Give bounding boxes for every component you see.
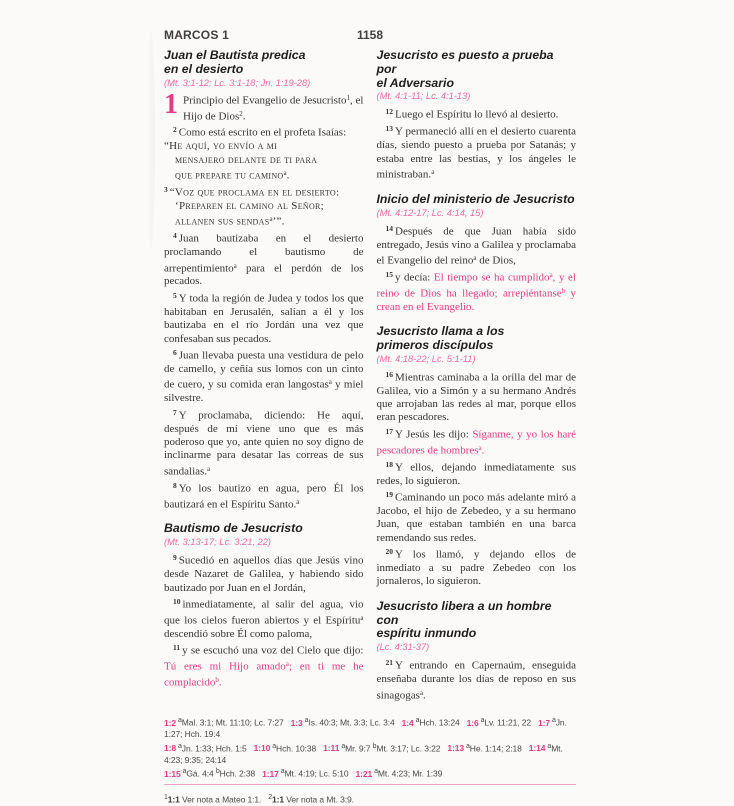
footnote-marker: 2	[268, 794, 273, 802]
section-parallel-reference: (Mt. 3:1-12; Lc. 3:1-18; Jn. 1:19-28)	[164, 77, 311, 88]
words-of-jesus-text: ; en ti me he complacido	[164, 660, 364, 689]
text-segment: Principio del Evangelio de Jesucristo	[183, 94, 347, 107]
section-heading	[164, 522, 364, 536]
verse-number: 5	[173, 290, 177, 300]
text-segment: Luego el Espíritu lo llevó al desierto.	[395, 108, 559, 121]
text-segment: Caminando un poco más adelante miró a Jacobo, el hijo de Zebedeo, y a su hermano Juan, que estaban también en una barca remendando sus redes.	[376, 491, 576, 544]
heading-line: el Adversario	[376, 75, 454, 90]
footnote-marker: a	[419, 688, 423, 697]
footnote-verse-ref: 1:2	[164, 717, 176, 728]
verse	[377, 368, 577, 425]
verse	[164, 551, 364, 595]
heading-line: Jesucristo llama a los	[376, 324, 505, 339]
text-segment: y miel silvestre.	[164, 378, 364, 405]
text-segment: y decía:	[395, 271, 434, 284]
book-chapter-title: MARCOS 1	[164, 28, 229, 42]
section-parallel-reference: (Mt. 4:1-11; Lc. 4:1-13)	[376, 91, 471, 102]
text-segment: Y Jesús les dijo:	[395, 428, 473, 441]
text-segment: Ver nota a Mateo 1:1.	[179, 794, 262, 805]
footnote-verse-ref: 1:15	[164, 768, 181, 779]
section-heading	[377, 325, 577, 353]
text-segment: Ver nota a Mt. 3:9.	[284, 794, 354, 805]
footnote-marker: a	[280, 768, 285, 776]
smallcaps-text: allanen sus sendas	[175, 215, 270, 228]
text-segment: Hch. 13:24	[419, 717, 460, 728]
smallcaps-text: ’”.	[272, 215, 285, 228]
column-right	[377, 49, 577, 702]
footnote-marker: a	[207, 464, 211, 473]
text-segment: Lv. 11:21, 22	[484, 717, 531, 728]
heading-line: Inicio del ministerio de Jesucristo	[376, 191, 575, 206]
verse	[164, 479, 364, 512]
footnote-marker: a	[328, 378, 332, 387]
text-segment: descendió sobre Él como paloma,	[164, 627, 313, 640]
verse-number: 17	[385, 426, 393, 436]
footnote-marker: a	[285, 660, 289, 669]
text-columns	[164, 49, 576, 702]
heading-line: Bautismo de Jesucristo	[164, 521, 303, 536]
text-segment: Juan bautizaba en el desierto proclamando el bautismo de arrepentimiento	[164, 232, 364, 275]
cross-references	[164, 715, 576, 780]
footnote-divider	[164, 784, 576, 785]
footnote-marker: a	[547, 742, 552, 750]
section-parallel-reference: (Mt. 3:13-17; Lc. 3:21, 22)	[164, 537, 271, 548]
verse-number: 11	[173, 643, 181, 653]
heading-line: Juan el Bautista predica	[164, 48, 306, 62]
footnote-verse-ref: 1:11	[323, 743, 340, 754]
text-segment: Mr. 9:7	[345, 743, 373, 754]
section-parallel-reference: (Mt. 4:18-22; Lc. 5:1-11)	[376, 353, 476, 364]
verse-number: 10	[173, 596, 181, 606]
verse-number: 2	[173, 125, 177, 135]
text-segment: Y permaneció allí en el desierto cuarenta días, siendo puesto a prueba por Satanás; y estaba entre las bestias, y los ángeles le ministraban.	[376, 125, 576, 181]
section-parallel-reference: (Mt. 4:12-17; Lc. 4:14, 15)	[376, 207, 484, 218]
footnote-verse-ref: 1:6	[466, 717, 479, 728]
verse-number: 18	[385, 459, 393, 469]
cross-reference-line	[164, 715, 576, 741]
verse-number: 13	[385, 124, 393, 134]
text-segment: Jn. 1:27; Hch. 19:4	[164, 717, 567, 740]
verse	[377, 222, 577, 268]
verse-number: 6	[173, 348, 177, 357]
verse-number: 16	[385, 369, 393, 379]
heading-line: primeros discípulos	[376, 337, 494, 352]
text-segment: Juan llevaba puesta una vestidura de pelo de camello, y ceñía sus lomos con un cinto de cuero, y su comida eran langostas	[164, 349, 364, 391]
footnote-marker: a	[182, 768, 187, 776]
verse-number: 8	[173, 480, 177, 490]
heading-line: Jesucristo es puesto a prueba por	[376, 48, 554, 76]
running-head	[164, 28, 576, 42]
text-segment: Mt. 4:19; Lc. 5:10	[284, 768, 349, 779]
footnote-marker: a	[551, 717, 556, 725]
footnote-marker: a	[415, 717, 420, 725]
footnote-marker: a	[296, 497, 300, 506]
poetry-line	[164, 200, 364, 213]
note-verse-ref: 1:1	[167, 794, 180, 805]
footnote-marker: a	[360, 613, 364, 622]
heading-line: en el desierto	[164, 61, 244, 76]
text-segment: Sucedió en aquellos días que Jesús vino desde Nazaret de Galilea, y habiendo sido bautizado por Juan en el Jordán,	[164, 554, 364, 594]
smallcaps-text: mensajero delante de ti para	[175, 153, 318, 166]
heading-line: espíritu inmundo	[376, 626, 477, 641]
footnote-marker: a	[478, 443, 482, 452]
text-segment: inmediatamente, al salir del agua, vio que los cielos fueron abiertos y el Espíritu	[164, 598, 364, 627]
verse-number: 19	[385, 490, 393, 499]
verse	[377, 122, 577, 182]
text-segment: Y toda la región de Judea y todos los que habitaban en Jerusalén, salían a él y los bautizaba en el río Jordán una vez que confesaban sus pecados.	[164, 292, 364, 345]
text-segment: Hch. 2:38	[219, 768, 256, 779]
text-segment: , el Hijo de Dios	[183, 94, 364, 122]
footnote-marker: a	[304, 717, 309, 725]
heading-line: Jesucristo libera a un hombre con	[376, 598, 552, 627]
words-of-jesus-text: El tiempo se ha cumplido	[433, 271, 550, 284]
page-number: 1158	[356, 28, 384, 42]
section-parallel-reference: (Lc. 4:31-37)	[376, 642, 430, 653]
text-segment: .	[423, 689, 426, 702]
verse	[164, 406, 364, 479]
smallcaps-text: “He aquí, yo envío a mi	[164, 140, 278, 153]
section-heading	[164, 49, 364, 77]
smallcaps-text: ‘Preparen el camino al Señor;	[175, 199, 325, 212]
footnote-verse-ref: 1:21	[355, 768, 373, 779]
footnote-marker: a	[283, 169, 287, 178]
footnote-marker: a	[272, 742, 277, 750]
text-segment: Hch. 10:38	[276, 743, 317, 754]
poetry-line	[164, 154, 364, 167]
smallcaps-text: .	[286, 169, 290, 182]
words-of-jesus-text: Síganme, y yo los haré pescadores de hombres	[376, 428, 576, 457]
verse-number: 14	[385, 223, 393, 233]
footnote-verse-ref: 1:7	[537, 717, 550, 728]
footnote-verse-ref: 1:10	[253, 743, 271, 754]
verse	[377, 458, 577, 488]
verse-number: 12	[385, 107, 393, 117]
verse	[377, 425, 577, 458]
verse	[164, 123, 364, 140]
poetry-line	[164, 183, 364, 200]
section-heading	[377, 49, 577, 90]
text-segment: Mt. 3:17; Lc. 3:22	[376, 743, 441, 754]
words-of-jesus-text: Tú eres mi Hijo amado	[164, 660, 286, 673]
text-segment: Mt. 4:23; Mr. 1:39	[377, 768, 443, 779]
translation-notes	[164, 792, 576, 806]
footnote-verse-ref: 1:13	[447, 743, 464, 754]
footnote-marker: b	[561, 286, 566, 295]
footnote-marker: a	[341, 742, 346, 750]
cross-reference-line	[164, 766, 576, 780]
smallcaps-text: “Voz que proclama en el desierto:	[169, 186, 340, 199]
verse	[377, 545, 577, 589]
footnote-marker: 1	[164, 794, 168, 802]
page-curl-shadow	[146, 30, 155, 250]
poetry-line	[164, 140, 364, 153]
verse-number: 21	[385, 658, 393, 668]
poetry-line	[164, 167, 364, 183]
footnote-marker: a	[374, 768, 378, 776]
footnote-marker: a	[465, 742, 470, 750]
text-segment: .	[242, 110, 246, 122]
verse-number: 7	[173, 407, 177, 417]
footnote-verse-ref: 1:4	[401, 717, 414, 728]
text-segment: Is. 40:3; Mt. 3:3; Lc. 3:4	[308, 717, 395, 728]
text-segment: He. 1:14; 2:18	[469, 743, 522, 754]
footnotes-block	[164, 715, 576, 806]
text-segment: Y los llamó, y dejando ellos de inmediato a su padre Zebedeo con los jornaleros, lo siguieron.	[376, 548, 576, 588]
words-of-jesus-text: , y el reino de Dios ha llegado; arrepiéntanse	[376, 271, 576, 300]
footnote-marker: a	[233, 261, 237, 270]
column-left	[164, 49, 364, 702]
section-heading	[377, 600, 577, 641]
poetry-line	[164, 213, 364, 229]
note-verse-ref: 1:1	[272, 794, 285, 805]
verse	[164, 88, 364, 124]
text-segment: de Dios,	[476, 254, 516, 267]
footnote-marker: b	[215, 768, 220, 776]
footnote-marker: 1	[346, 93, 350, 102]
words-of-jesus-text: .	[218, 676, 222, 689]
verse	[377, 105, 577, 122]
footnote-verse-ref: 1:3	[290, 717, 303, 728]
footnote-verse-ref: 1:8	[164, 743, 176, 754]
verse	[377, 488, 577, 545]
text-segment: y se escuchó una voz del Cielo que dijo:	[182, 644, 364, 657]
text-segment: Y proclamaba, diciendo: He aquí, después de mí viene uno que es más poderoso que yo, ante quien no soy digno de inclinarme para desatar las correas de sus sandalias.	[164, 409, 364, 478]
verse-number: 20	[385, 547, 393, 557]
text-segment: Yo los bautizo en agua, pero Él los bautizará en el Espíritu Santo.	[164, 482, 364, 511]
text-segment: Después de que Juan había sido entregado, Jesús vino a Galilea y proclamaba el Evangelio del reino	[376, 225, 576, 267]
words-of-jesus-text: .	[481, 444, 485, 457]
text-segment: Mientras caminaba a la orilla del mar de Galilea, vio a Simón y a su hermano Andrés que arrojaban las redes al mar, porque ellos eran pescadores.	[376, 371, 576, 424]
verse	[377, 656, 577, 702]
footnote-verse-ref: 1:14	[528, 743, 546, 754]
footnote-marker: a	[549, 270, 553, 279]
verse	[164, 595, 364, 641]
text-segment: Mt. 4:23; 9:35; 24:14	[164, 743, 563, 765]
verse	[164, 641, 364, 690]
verse	[377, 268, 577, 314]
cross-reference-line	[164, 741, 576, 767]
verse-number: 4	[173, 231, 177, 241]
footnote-verse-ref: 1:17	[262, 768, 279, 779]
verse	[164, 289, 364, 346]
text-segment: Como está escrito en el profeta Isaías:	[178, 126, 347, 139]
verse	[164, 346, 364, 406]
footnote-marker: b	[372, 742, 377, 750]
words-of-jesus-text: y crean en el Evangelio.	[376, 287, 577, 313]
verse-number: 15	[385, 269, 393, 279]
verse-number: 9	[173, 553, 177, 563]
verse	[164, 229, 364, 289]
text-segment: Y ellos, dejando inmediatamente sus redes, lo siguieron.	[376, 461, 576, 487]
footnote-marker: a	[178, 742, 182, 750]
footnote-marker: a	[178, 717, 182, 725]
text-segment: Mal. 3:1; Mt. 11:10; Lc. 7:27	[181, 717, 284, 728]
text-segment: Y entrando en Capernaúm, enseguida enseñaba durante los días de reposo en sus sinagogas	[376, 659, 576, 702]
footnote-marker: a	[480, 717, 485, 725]
text-segment: Gá. 4:4	[186, 768, 216, 779]
footnote-marker: a	[431, 168, 435, 177]
smallcaps-text: que prepare tu camino	[175, 169, 284, 182]
footnote-marker: a	[269, 215, 273, 224]
footnote-marker: b	[215, 676, 219, 685]
footnote-marker: 2	[239, 109, 243, 118]
text-segment: Jn. 1:33; Hch. 1:5	[181, 743, 247, 754]
bible-page	[164, 28, 576, 806]
text-segment: para el perdón de los pecados.	[164, 262, 364, 288]
section-heading	[377, 193, 577, 207]
footnote-marker: a	[473, 254, 477, 263]
chapter-number-dropcap: 1	[164, 88, 178, 120]
verse-number: 3	[164, 185, 168, 195]
